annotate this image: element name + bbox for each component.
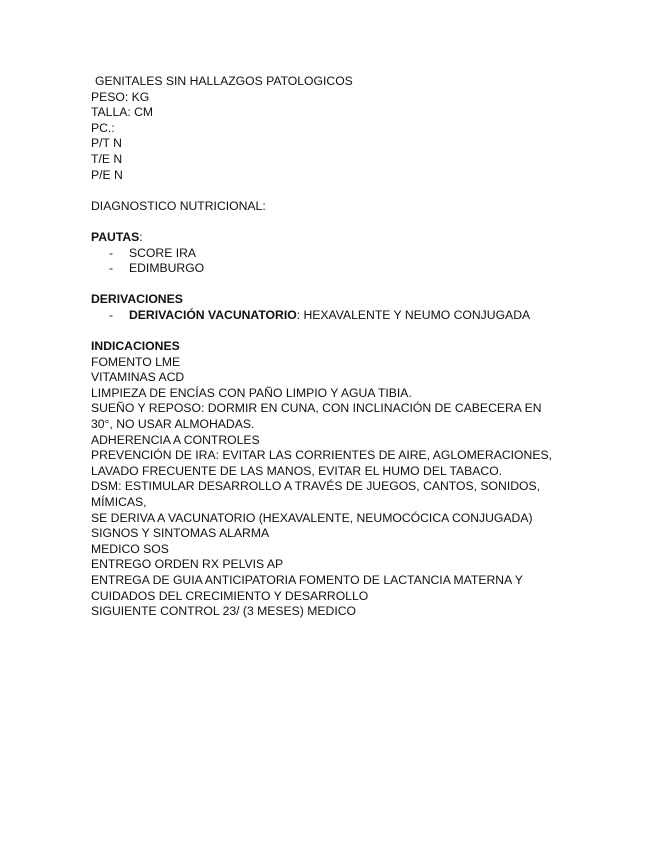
spacer xyxy=(91,183,561,199)
indicaciones-heading: INDICACIONES xyxy=(91,339,180,354)
bullet-dash: - xyxy=(109,245,114,260)
exam-pt: P/T N xyxy=(91,136,122,151)
indicaciones-item-limpieza: LIMPIEZA DE ENCÍAS CON PAÑO LIMPIO Y AGUA TIBIA. xyxy=(91,385,412,400)
pautas-list xyxy=(91,246,561,277)
list-item xyxy=(91,261,561,277)
derivaciones-heading: DERIVACIONES xyxy=(91,292,183,307)
pautas-colon: : xyxy=(139,229,143,244)
exam-talla: TALLA: CM xyxy=(91,105,154,120)
exam-peso: PESO: KG xyxy=(91,89,150,104)
document-page xyxy=(91,74,561,620)
spacer xyxy=(91,214,561,230)
diagnostico-label: DIAGNOSTICO NUTRICIONAL: xyxy=(91,198,266,213)
indicaciones-item-sueno: SUEÑO Y REPOSO: DORMIR EN CUNA, CON INCLINACIÓN DE CABECERA EN 30°, NO USAR ALMOHADAS. xyxy=(91,401,542,432)
indicaciones-item-fomento-lme: FOMENTO LME xyxy=(91,354,181,369)
bullet-dash: - xyxy=(109,261,114,276)
indicaciones-item-medico-sos: MEDICO SOS xyxy=(91,541,169,556)
list-item xyxy=(91,246,561,262)
indicaciones-item-adherencia: ADHERENCIA A CONTROLES xyxy=(91,432,260,447)
derivacion-vacunatorio-label: DERIVACIÓN VACUNATORIO xyxy=(129,307,297,322)
exam-pc: PC.: xyxy=(91,120,115,135)
pautas-item-score-ira: SCORE IRA xyxy=(129,245,197,260)
pautas-heading: PAUTAS xyxy=(91,229,140,244)
indicaciones-item-dsm: DSM: ESTIMULAR DESARROLLO A TRAVÉS DE JUEGOS, CANTOS, SONIDOS, MÍMICAS, xyxy=(91,479,541,510)
spacer xyxy=(91,277,561,293)
exam-te: T/E N xyxy=(91,151,123,166)
indicaciones-item-vitaminas: VITAMINAS ACD xyxy=(91,370,185,385)
pautas-item-edimburgo: EDIMBURGO xyxy=(129,261,205,276)
indicaciones-item-guia: ENTREGA DE GUIA ANTICIPATORIA FOMENTO DE LACTANCIA MATERNA Y CUIDADOS DEL CRECIMIENTO Y DESARROLLO xyxy=(91,573,523,603)
exam-genitales: GENITALES SIN HALLAZGOS PATOLOGICOS xyxy=(95,74,353,88)
indicaciones-item-signos: SIGNOS Y SINTOMAS ALARMA xyxy=(91,526,270,541)
list-item xyxy=(91,308,561,324)
indicaciones-item-vacunatorio: SE DERIVA A VACUNATORIO (HEXAVALENTE, NEUMOCÓCICA CONJUGADA) xyxy=(91,510,533,525)
indicaciones-item-prevencion-ira: PREVENCIÓN DE IRA: EVITAR LAS CORRIENTES DE AIRE, AGLOMERACIONES, LAVADO FRECUENTE DE LAS MANOS, EVITAR EL HUMO DEL TABACO. xyxy=(91,448,552,478)
derivaciones-list xyxy=(91,308,561,324)
derivacion-vacunatorio-text: : HEXAVALENTE Y NEUMO CONJUGADA xyxy=(296,307,531,322)
indicaciones-item-rx-pelvis: ENTREGO ORDEN RX PELVIS AP xyxy=(91,557,284,572)
spacer xyxy=(91,324,561,340)
indicaciones-item-siguiente-control: SIGUIENTE CONTROL 23/ (3 MESES) MEDICO xyxy=(91,604,357,619)
exam-pe: P/E N xyxy=(91,167,123,182)
pautas-heading-line xyxy=(91,230,561,246)
bullet-dash: - xyxy=(109,307,114,322)
